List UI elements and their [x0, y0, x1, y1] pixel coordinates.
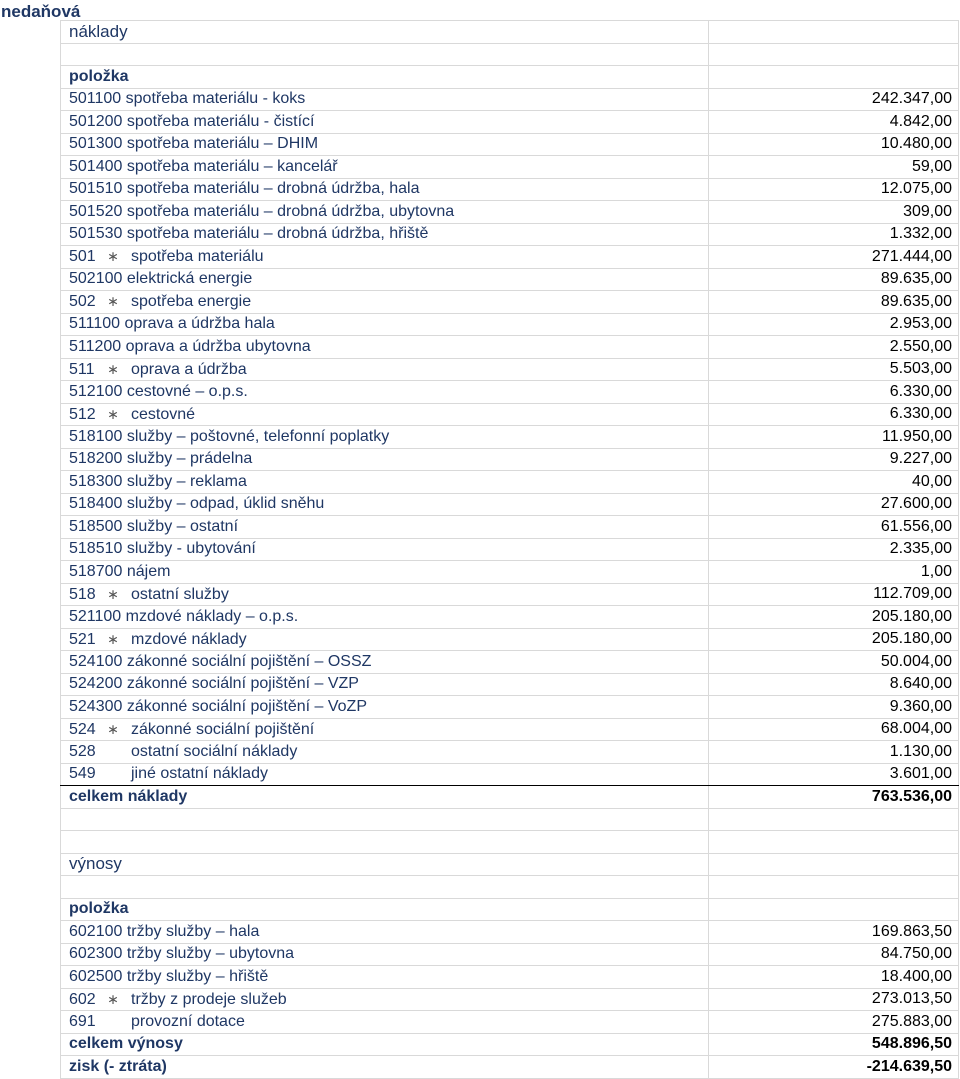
subtotal-row — [61, 718, 959, 741]
table-row — [61, 651, 959, 674]
subtotal-label — [61, 358, 709, 381]
account-code: 528 — [69, 742, 96, 760]
revenues-total-row-amount: 548.896,50 — [709, 1033, 959, 1056]
item-label: 502100 elektrická energie — [61, 268, 709, 291]
costs-total-row-label: celkem náklady — [61, 786, 709, 809]
item-label: 501510 spotřeba materiálu – drobná údržba, hala — [61, 178, 709, 201]
amount-value: 10.480,00 — [709, 133, 959, 156]
amount-value: 2.335,00 — [709, 538, 959, 561]
item-label: 518300 služby – reklama — [61, 471, 709, 494]
account-code: 501 — [69, 248, 96, 266]
item-label: 511200 oprava a údržba ubytovna — [61, 336, 709, 359]
account-code: 549 — [69, 765, 96, 783]
amount-value: 275.883,00 — [709, 1011, 959, 1034]
table-row — [61, 223, 959, 246]
table-row — [61, 336, 959, 359]
table-row — [61, 1011, 959, 1034]
amount-value: 9.227,00 — [709, 448, 959, 471]
empty-cell — [709, 876, 959, 899]
item-label: 511100 oprava a údržba hala — [61, 313, 709, 336]
item-label: 518100 služby – poštovné, telefonní poplatky — [61, 426, 709, 449]
table-row — [61, 178, 959, 201]
account-code: 524 — [69, 720, 96, 738]
spacer-row — [61, 43, 959, 66]
table-row — [61, 268, 959, 291]
subtotal-row — [61, 403, 959, 426]
subtotal-row — [61, 583, 959, 606]
table-row — [61, 201, 959, 224]
amount-value: 2.550,00 — [709, 336, 959, 359]
amount-value: 59,00 — [709, 156, 959, 179]
item-label: 518500 služby – ostatní — [61, 516, 709, 539]
profit-row-label: zisk (- ztráta) — [61, 1056, 709, 1079]
item-label: 501200 spotřeba materiálu - čistící — [61, 111, 709, 134]
empty-cell — [61, 876, 709, 899]
amount-value: 89.635,00 — [709, 291, 959, 314]
item-label: 602300 tržby služby – ubytovna — [61, 943, 709, 966]
item-label: 518510 služby - ubytování — [61, 538, 709, 561]
row-label: mzdové náklady — [131, 630, 247, 648]
table-row — [61, 156, 959, 179]
empty-cell — [709, 66, 959, 89]
table-row — [61, 111, 959, 134]
revenues-total-row-label: celkem výnosy — [61, 1033, 709, 1056]
revenues-title-row — [61, 853, 959, 876]
item-label: 602500 tržby služby – hřiště — [61, 966, 709, 989]
account-code: 511 — [69, 360, 95, 378]
spacer-row — [61, 831, 959, 854]
amount-value: 11.950,00 — [709, 426, 959, 449]
item-label: 518200 služby – prádelna — [61, 448, 709, 471]
item-label: 501100 spotřeba materiálu - koks — [61, 88, 709, 111]
item-label: 518400 služby – odpad, úklid sněhu — [61, 493, 709, 516]
amount-value: 89.635,00 — [709, 268, 959, 291]
amount-value: 18.400,00 — [709, 966, 959, 989]
asterisk-icon: ∗ — [107, 293, 119, 310]
amount-value: 1.130,00 — [709, 741, 959, 764]
row-label: ostatní služby — [131, 585, 229, 603]
table-row — [61, 88, 959, 111]
amount-value: 205.180,00 — [709, 606, 959, 629]
spacer-row — [61, 876, 959, 899]
item-label: 501400 spotřeba materiálu – kancelář — [61, 156, 709, 179]
profit-row-amount: -214.639,50 — [709, 1056, 959, 1079]
account-code: 502 — [69, 293, 96, 311]
revenues-item-header-row — [61, 898, 959, 921]
financial-table — [60, 20, 959, 1079]
table-row — [61, 381, 959, 404]
amount-value: 169.863,50 — [709, 921, 959, 944]
amount-value: 6.330,00 — [709, 381, 959, 404]
amount-value: 50.004,00 — [709, 651, 959, 674]
asterisk-icon: ∗ — [107, 360, 119, 377]
amount-value: 84.750,00 — [709, 943, 959, 966]
asterisk-icon: ∗ — [107, 248, 119, 265]
revenues-total-row — [61, 1033, 959, 1056]
amount-value: 8.640,00 — [709, 673, 959, 696]
item-label: 524200 zákonné sociální pojištění – VZP — [61, 673, 709, 696]
row-label: tržby z prodeje služeb — [131, 990, 287, 1008]
row-label: zákonné sociální pojištění — [131, 720, 315, 738]
table-row — [61, 538, 959, 561]
amount-value: 12.075,00 — [709, 178, 959, 201]
account-code: 691 — [69, 1012, 96, 1030]
subtotal-label — [61, 291, 709, 314]
table-row — [61, 696, 959, 719]
asterisk-icon: ∗ — [107, 405, 119, 422]
table-row — [61, 516, 959, 539]
revenues-section-title: výnosy — [61, 853, 709, 876]
document-heading: nedaňová — [1, 2, 81, 21]
costs-item-header: položka — [61, 66, 709, 89]
item-label: 524100 zákonné sociální pojištění – OSSZ — [61, 651, 709, 674]
account-code: 512 — [69, 405, 96, 423]
amount-value: 242.347,00 — [709, 88, 959, 111]
amount-value: 309,00 — [709, 201, 959, 224]
amount-value: 9.360,00 — [709, 696, 959, 719]
subtotal-label — [61, 403, 709, 426]
amount-value: 40,00 — [709, 471, 959, 494]
amount-value: 271.444,00 — [709, 246, 959, 269]
amount-value: 6.330,00 — [709, 403, 959, 426]
item-label: 501520 spotřeba materiálu – drobná údržba, ubytovna — [61, 201, 709, 224]
amount-value: 61.556,00 — [709, 516, 959, 539]
table-row — [61, 561, 959, 584]
item-label: 501530 spotřeba materiálu – drobná údržba, hřiště — [61, 223, 709, 246]
subtotal-label — [61, 988, 709, 1011]
subtotal-label — [61, 628, 709, 651]
asterisk-icon: ∗ — [107, 720, 119, 737]
item-label: 524300 zákonné sociální pojištění – VoZP — [61, 696, 709, 719]
table-row — [61, 741, 959, 764]
amount-value: 68.004,00 — [709, 718, 959, 741]
item-label: 602100 tržby služby – hala — [61, 921, 709, 944]
empty-cell — [709, 831, 959, 854]
subtotal-row — [61, 291, 959, 314]
table-row — [61, 448, 959, 471]
row-label: provozní dotace — [131, 1012, 245, 1030]
account-code: 602 — [69, 990, 96, 1008]
item-label: 521100 mzdové náklady – o.p.s. — [61, 606, 709, 629]
table-row — [61, 493, 959, 516]
amount-value: 4.842,00 — [709, 111, 959, 134]
empty-cell — [709, 898, 959, 921]
empty-cell — [61, 808, 709, 831]
subtotal-row — [61, 628, 959, 651]
subtotal-row — [61, 988, 959, 1011]
row-label: spotřeba materiálu — [131, 248, 264, 266]
costs-section-title: náklady — [61, 21, 709, 44]
table-row — [61, 921, 959, 944]
amount-value: 2.953,00 — [709, 313, 959, 336]
row-label: spotřeba energie — [131, 293, 252, 311]
table-row — [61, 313, 959, 336]
row-label: ostatní sociální náklady — [131, 742, 298, 760]
item-label: 518700 nájem — [61, 561, 709, 584]
table-row — [61, 606, 959, 629]
account-code: 518 — [69, 585, 96, 603]
row-label: cestovné — [131, 405, 196, 423]
item-label — [61, 741, 709, 764]
row-label: jiné ostatní náklady — [131, 765, 268, 783]
empty-cell — [709, 808, 959, 831]
subtotal-label — [61, 718, 709, 741]
empty-cell — [709, 21, 959, 44]
table-row — [61, 426, 959, 449]
item-label: 501300 spotřeba materiálu – DHIM — [61, 133, 709, 156]
table-row — [61, 133, 959, 156]
empty-cell — [61, 831, 709, 854]
table-row — [61, 966, 959, 989]
subtotal-label — [61, 583, 709, 606]
table-row — [61, 673, 959, 696]
table-row — [61, 471, 959, 494]
subtotal-label — [61, 246, 709, 269]
profit-row — [61, 1056, 959, 1079]
costs-title-row — [61, 21, 959, 44]
table-row — [61, 763, 959, 786]
amount-value: 27.600,00 — [709, 493, 959, 516]
row-label: oprava a údržba — [131, 360, 247, 378]
asterisk-icon: ∗ — [107, 585, 119, 602]
subtotal-row — [61, 246, 959, 269]
amount-value: 273.013,50 — [709, 988, 959, 1011]
costs-item-header-row — [61, 66, 959, 89]
account-code: 521 — [69, 630, 96, 648]
amount-value: 205.180,00 — [709, 628, 959, 651]
subtotal-row — [61, 358, 959, 381]
empty-cell — [709, 853, 959, 876]
costs-total-row-amount: 763.536,00 — [709, 786, 959, 809]
amount-value: 112.709,00 — [709, 583, 959, 606]
amount-value: 1,00 — [709, 561, 959, 584]
amount-value: 5.503,00 — [709, 358, 959, 381]
spacer-row — [61, 808, 959, 831]
costs-total-row — [61, 786, 959, 809]
item-label — [61, 763, 709, 786]
item-label: 512100 cestovné – o.p.s. — [61, 381, 709, 404]
amount-value: 3.601,00 — [709, 763, 959, 786]
revenues-item-header: položka — [61, 898, 709, 921]
asterisk-icon: ∗ — [107, 990, 119, 1007]
asterisk-icon: ∗ — [107, 630, 119, 647]
table-row — [61, 943, 959, 966]
amount-value: 1.332,00 — [709, 223, 959, 246]
item-label — [61, 1011, 709, 1034]
